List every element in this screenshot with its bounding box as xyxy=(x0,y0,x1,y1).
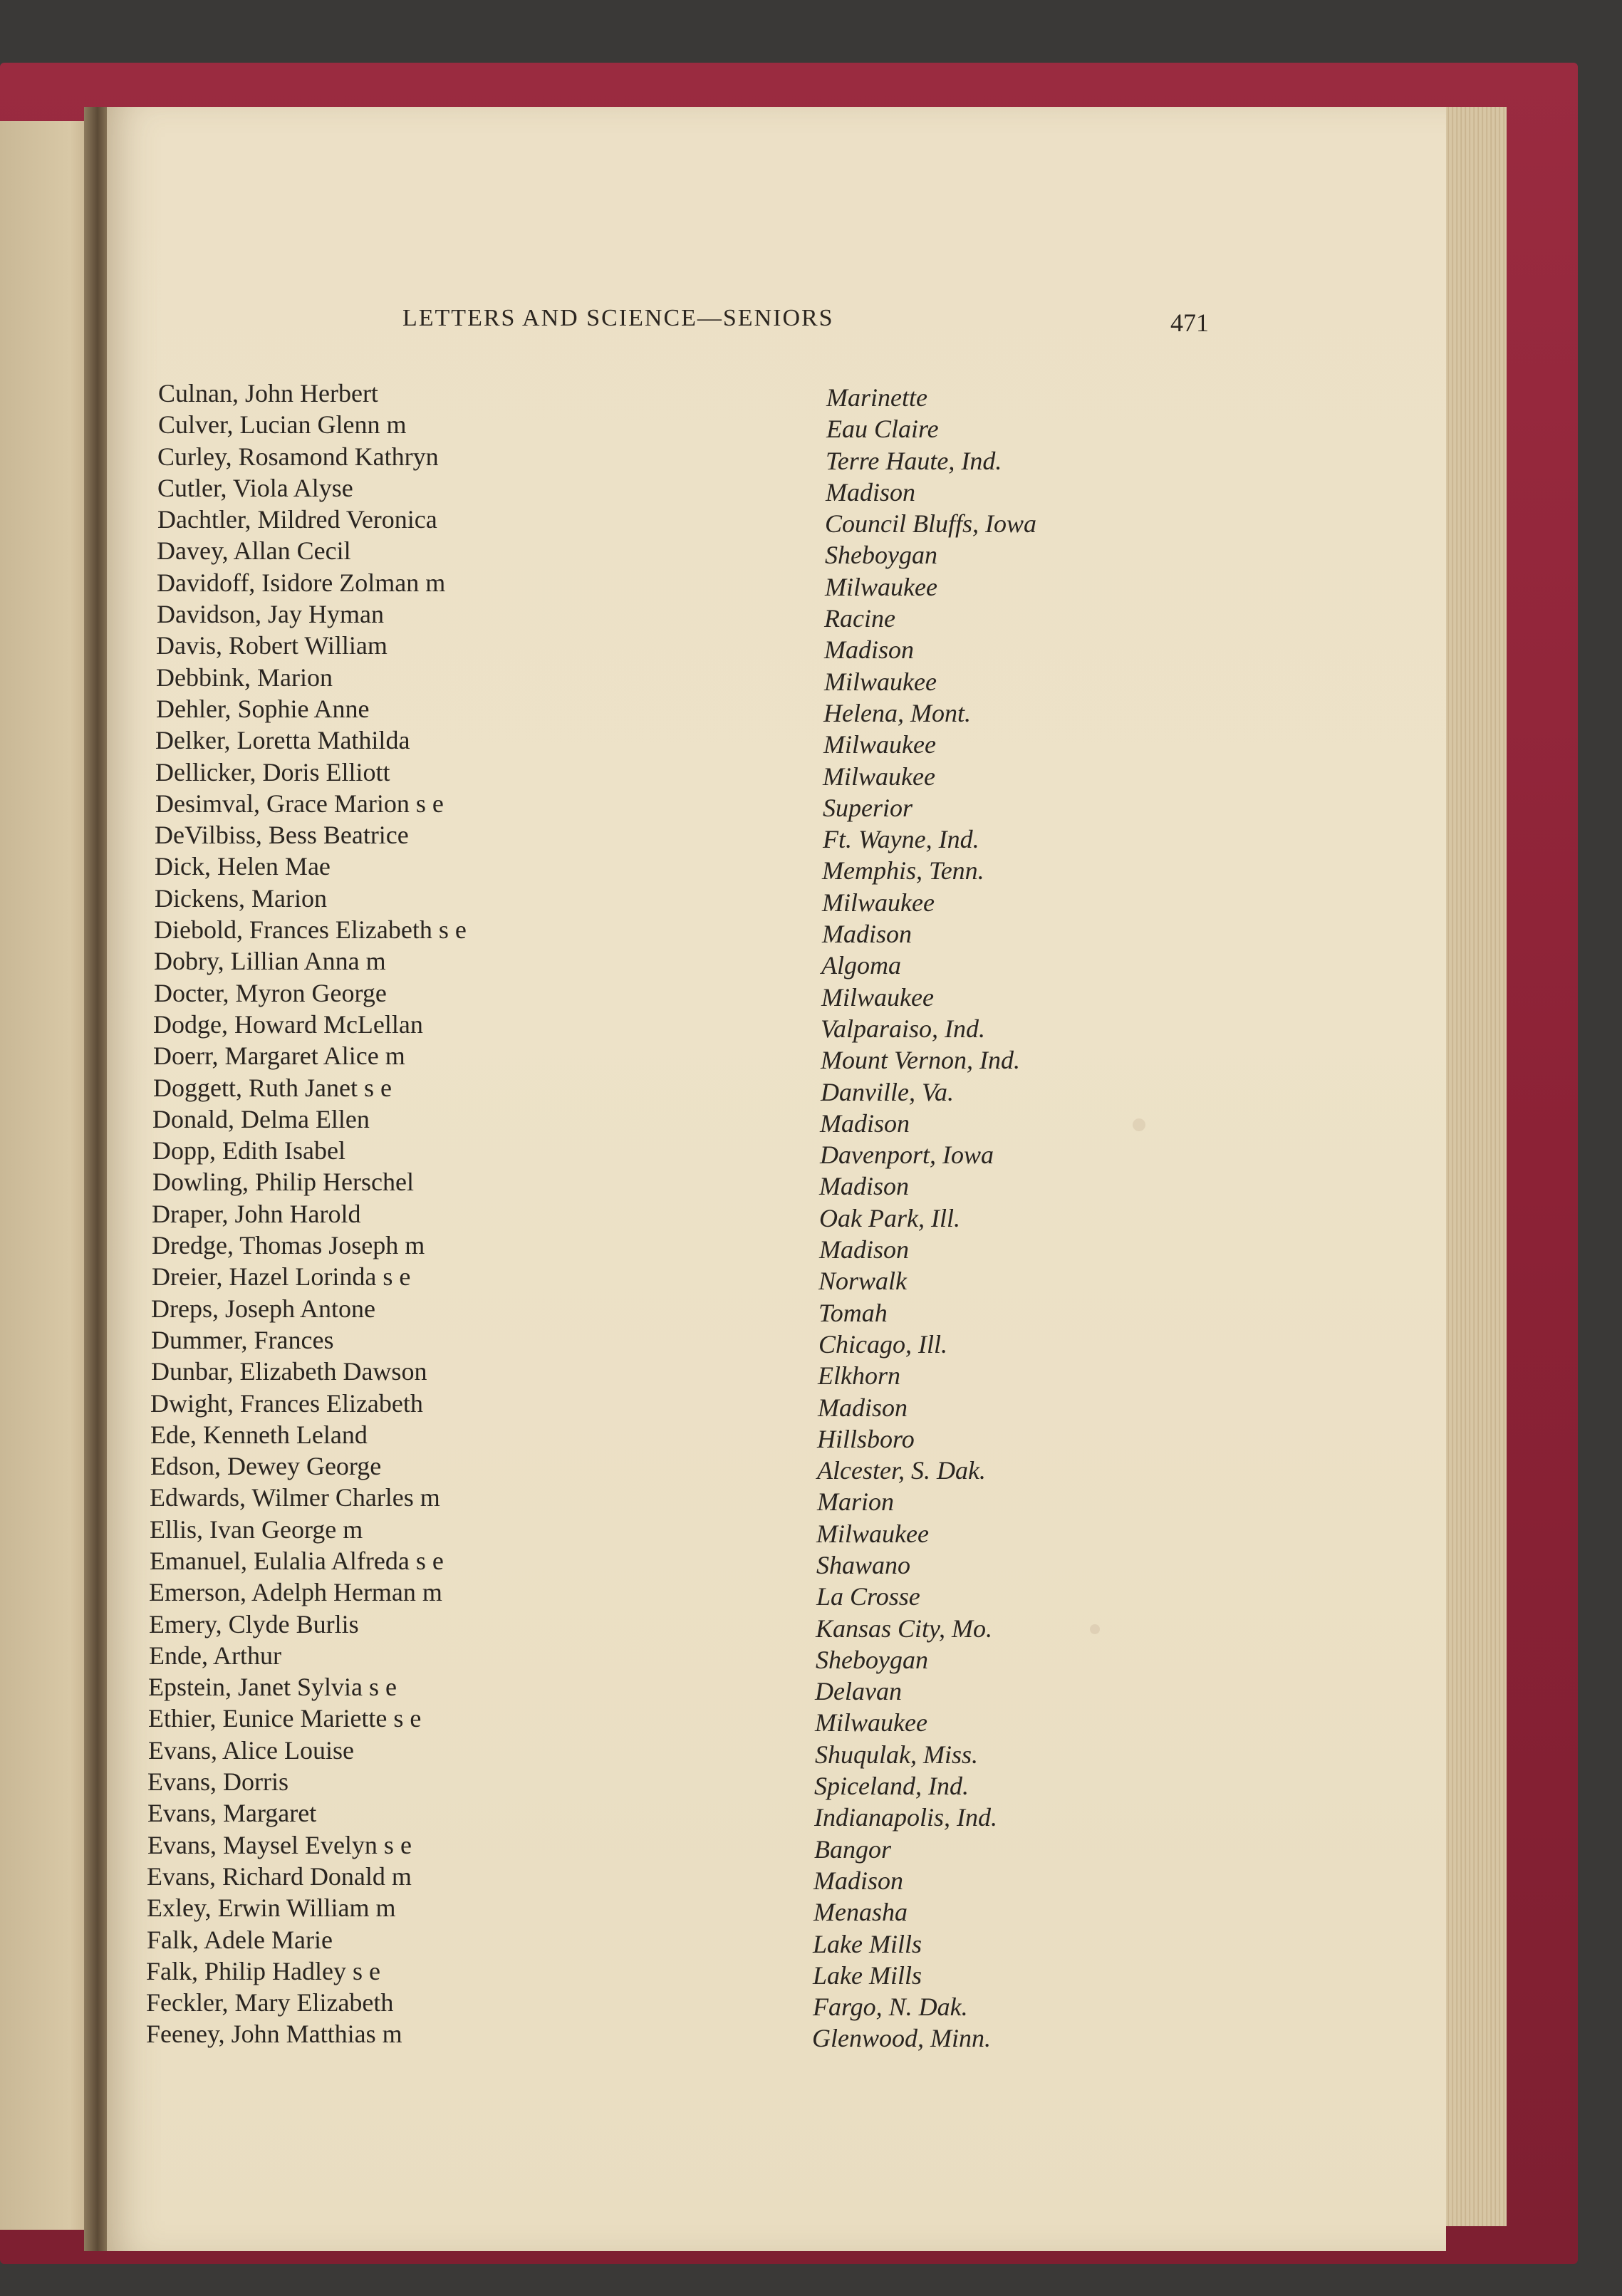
student-name: Davidson, Jay Hyman xyxy=(157,600,384,629)
student-hometown: Madison xyxy=(826,477,915,507)
student-hometown: Hillsboro xyxy=(817,1424,915,1453)
student-name: Evans, Maysel Evelyn s e xyxy=(147,1830,412,1859)
student-hometown: Madison xyxy=(822,920,912,949)
student-name: Dopp, Edith Isabel xyxy=(152,1136,345,1165)
student-name: Dreps, Joseph Antone xyxy=(151,1294,375,1323)
student-name: Evans, Richard Donald m xyxy=(147,1861,412,1891)
student-hometown: Eau Claire xyxy=(826,415,939,444)
student-hometown: Algoma xyxy=(821,951,901,980)
student-hometown: Indianapolis, Ind. xyxy=(814,1803,997,1832)
student-name: Epstein, Janet Sylvia s e xyxy=(148,1673,397,1702)
student-hometown: Glenwood, Minn. xyxy=(812,2024,991,2053)
student-hometown: Madison xyxy=(819,1235,909,1264)
student-name: Dehler, Sophie Anne xyxy=(156,694,370,723)
student-name: Dwight, Frances Elizabeth xyxy=(150,1388,423,1418)
student-name: Dick, Helen Mae xyxy=(155,852,331,881)
student-hometown: Menasha xyxy=(813,1898,908,1927)
student-name: Edwards, Wilmer Charles m xyxy=(150,1483,440,1512)
student-hometown: Madison xyxy=(819,1172,909,1201)
student-name: Emerson, Adelph Herman m xyxy=(149,1578,442,1607)
student-name: Cutler, Viola Alyse xyxy=(157,473,353,502)
student-hometown: Terre Haute, Ind. xyxy=(826,446,1002,475)
student-hometown: Kansas City, Mo. xyxy=(816,1614,993,1643)
student-name: Dodge, Howard McLellan xyxy=(153,1009,423,1039)
student-hometown: Milwaukee xyxy=(823,762,935,791)
student-name: Exley, Erwin William m xyxy=(147,1894,396,1923)
student-name: Desimval, Grace Marion s e xyxy=(155,789,444,818)
student-name: Dredge, Thomas Joseph m xyxy=(152,1231,425,1260)
student-hometown: Shawano xyxy=(816,1550,911,1579)
student-hometown: Lake Mills xyxy=(813,1960,922,1990)
student-name: Doggett, Ruth Janet s e xyxy=(153,1073,392,1102)
student-hometown: Milwaukee xyxy=(825,572,937,601)
student-name: DeVilbiss, Bess Beatrice xyxy=(155,821,409,850)
student-hometown: Milwaukee xyxy=(821,982,934,1012)
student-hometown: Marion xyxy=(817,1487,894,1517)
student-hometown: Mount Vernon, Ind. xyxy=(821,1046,1020,1075)
student-hometown: Madison xyxy=(820,1108,910,1138)
student-hometown: Davenport, Iowa xyxy=(820,1141,994,1170)
student-name: Emanuel, Eulalia Alfreda s e xyxy=(150,1546,444,1575)
student-name: Dummer, Frances xyxy=(151,1325,334,1354)
student-hometown: Spiceland, Ind. xyxy=(814,1772,969,1801)
student-hometown: Council Bluffs, Iowa xyxy=(825,509,1036,539)
student-hometown: Memphis, Tenn. xyxy=(822,856,984,885)
student-hometown: Danville, Va. xyxy=(821,1077,954,1106)
student-hometown: Madison xyxy=(824,635,914,665)
student-hometown: Oak Park, Ill. xyxy=(819,1203,960,1232)
student-name: Ende, Arthur xyxy=(149,1641,281,1670)
student-name: Docter, Myron George xyxy=(154,978,387,1007)
student-name: Doerr, Margaret Alice m xyxy=(153,1041,405,1071)
student-hometown: Chicago, Ill. xyxy=(818,1329,947,1359)
student-name: Emery, Clyde Burlis xyxy=(149,1609,359,1638)
student-hometown: Sheboygan xyxy=(816,1645,928,1674)
student-hometown: Elkhorn xyxy=(818,1361,900,1391)
student-name: Debbink, Marion xyxy=(156,663,333,692)
student-hometown: Tomah xyxy=(818,1298,888,1327)
running-header: LETTERS AND SCIENCE—SENIORS xyxy=(402,305,834,331)
student-name: Falk, Adele Marie xyxy=(147,1925,333,1954)
student-hometown: Fargo, N. Dak. xyxy=(813,1993,968,2022)
student-name: Curley, Rosamond Kathryn xyxy=(157,442,439,471)
student-name: Dunbar, Elizabeth Dawson xyxy=(151,1357,427,1386)
student-hometown: Marinette xyxy=(826,383,927,412)
student-name: Dreier, Hazel Lorinda s e xyxy=(152,1262,411,1292)
student-name: Delker, Loretta Mathilda xyxy=(155,726,410,755)
student-name: Edson, Dewey George xyxy=(150,1452,382,1481)
student-hometown: Delavan xyxy=(815,1677,902,1706)
student-hometown: La Crosse xyxy=(816,1582,920,1611)
student-hometown: Valparaiso, Ind. xyxy=(821,1014,986,1043)
student-hometown: Superior xyxy=(823,793,913,822)
student-hometown: Madison xyxy=(818,1393,908,1422)
student-hometown: Milwaukee xyxy=(823,730,936,759)
page-blemish xyxy=(1090,1624,1100,1634)
student-name-column xyxy=(146,378,467,2050)
student-hometown: Milwaukee xyxy=(822,888,935,917)
student-name: Diebold, Frances Elizabeth s e xyxy=(154,915,467,945)
student-hometown: Shuqulak, Miss. xyxy=(815,1740,978,1769)
student-hometown: Milwaukee xyxy=(816,1519,929,1548)
student-name: Dachtler, Mildred Veronica xyxy=(157,505,437,534)
student-name: Dickens, Marion xyxy=(155,883,327,913)
student-name: Dellicker, Doris Elliott xyxy=(155,757,390,786)
student-name: Evans, Margaret xyxy=(147,1799,317,1828)
student-hometown: Milwaukee xyxy=(815,1708,927,1737)
student-hometown: Racine xyxy=(824,604,895,633)
student-name: Ellis, Ivan George m xyxy=(150,1515,363,1544)
student-hometown: Norwalk xyxy=(818,1267,908,1296)
student-hometown: Madison xyxy=(813,1866,903,1895)
hometown-column xyxy=(812,382,1036,2055)
student-name: Culver, Lucian Glenn m xyxy=(158,410,407,440)
student-name: Draper, John Harold xyxy=(152,1199,361,1228)
student-name: Davey, Allan Cecil xyxy=(157,536,351,566)
student-name: Culnan, John Herbert xyxy=(158,379,378,407)
student-name: Donald, Delma Ellen xyxy=(152,1104,370,1133)
student-name: Falk, Philip Hadley s e xyxy=(146,1956,380,1985)
student-hometown: Helena, Mont. xyxy=(823,698,971,727)
student-hometown: Milwaukee xyxy=(824,667,937,696)
student-name: Ede, Kenneth Leland xyxy=(150,1420,368,1449)
student-name: Davis, Robert William xyxy=(156,631,388,660)
student-hometown: Sheboygan xyxy=(825,541,937,570)
student-name: Feckler, Mary Elizabeth xyxy=(146,1988,394,2017)
student-hometown: Lake Mills xyxy=(813,1929,922,1958)
student-name: Evans, Dorris xyxy=(147,1767,288,1797)
student-name: Dowling, Philip Herschel xyxy=(152,1168,414,1197)
student-hometown: Ft. Wayne, Ind. xyxy=(823,825,979,854)
student-name: Evans, Alice Louise xyxy=(148,1735,354,1765)
student-hometown: Bangor xyxy=(814,1834,891,1864)
page-number: 471 xyxy=(1170,308,1209,337)
student-name: Dobry, Lillian Anna m xyxy=(154,947,386,976)
student-hometown: Alcester, S. Dak. xyxy=(817,1456,986,1485)
student-name: Feeney, John Matthias m xyxy=(146,2020,402,2049)
page-blemish xyxy=(1133,1118,1145,1131)
student-name: Ethier, Eunice Mariette s e xyxy=(148,1704,422,1733)
student-name: Davidoff, Isidore Zolman m xyxy=(157,568,446,597)
